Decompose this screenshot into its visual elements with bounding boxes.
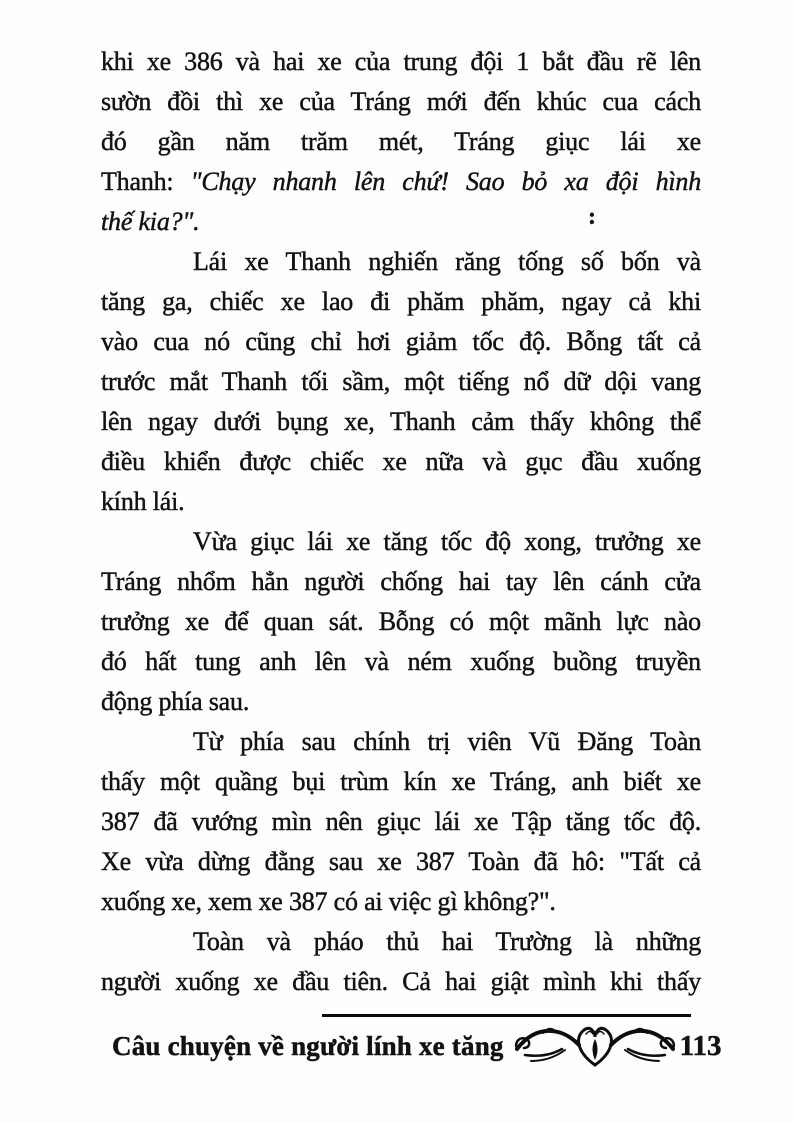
body-text-segment: người xuống xe đầu tiên. Cả hai giật mình khi thấy bbox=[101, 967, 701, 996]
body-text-segment: Lái xe Thanh nghiến răng tống số bốn và bbox=[193, 247, 701, 276]
paragraph bbox=[101, 922, 701, 1002]
text-line bbox=[101, 522, 701, 562]
body-text-segment: Xe vừa dừng đằng sau xe 387 Toàn đã hô: "Tất cả bbox=[101, 847, 701, 876]
body-text-segment: 387 đã vướng mìn nên giục lái xe Tập tăng tốc độ. bbox=[101, 807, 701, 836]
text-line bbox=[101, 402, 701, 442]
body-text-segment: thấy một quầng bụi trùm kín xe Tráng, anh biết xe bbox=[101, 767, 701, 796]
stray-ink-mark: : bbox=[588, 204, 596, 230]
body-text-segment: Vừa giục lái xe tăng tốc độ xong, trưởng xe bbox=[193, 527, 701, 556]
body-text-segment: đó gần năm trăm mét, Tráng giục lái xe bbox=[101, 127, 701, 156]
body-text-segment: tăng ga, chiếc xe lao đi phăm phăm, ngay cả khi bbox=[101, 287, 701, 316]
text-line bbox=[101, 682, 701, 722]
text-line bbox=[101, 802, 701, 842]
running-title: Câu chuyện về người lính xe tăng bbox=[112, 1030, 504, 1061]
text-line bbox=[101, 322, 701, 362]
text-line bbox=[101, 642, 701, 682]
text-line bbox=[101, 882, 701, 922]
text-line bbox=[101, 202, 701, 242]
body-text-segment: trước mắt Thanh tối sầm, một tiếng nổ dữ dội vang bbox=[101, 367, 701, 396]
italic-quote-text: thế kia?". bbox=[101, 207, 200, 236]
footer-rule bbox=[322, 1014, 691, 1017]
text-line bbox=[101, 762, 701, 802]
text-line bbox=[101, 282, 701, 322]
text-line bbox=[101, 442, 701, 482]
body-text-segment: đó hất tung anh lên và ném xuống buồng truyền bbox=[101, 647, 701, 676]
body-text-segment: Thanh: bbox=[101, 167, 191, 196]
text-line bbox=[101, 482, 701, 522]
body-text-segment: sườn đồi thì xe của Tráng mới đến khúc cua cách bbox=[101, 87, 701, 116]
text-line bbox=[101, 922, 701, 962]
paragraph bbox=[101, 242, 701, 522]
text-line bbox=[101, 162, 701, 202]
body-text-segment: động phía sau. bbox=[101, 687, 250, 716]
body-text bbox=[101, 42, 701, 1002]
body-text-segment: lên ngay dưới bụng xe, Thanh cảm thấy không thể bbox=[101, 407, 701, 436]
text-line bbox=[101, 602, 701, 642]
text-line bbox=[101, 82, 701, 122]
text-line bbox=[101, 842, 701, 882]
floral-flourish-icon bbox=[512, 1020, 678, 1068]
body-text-segment: kính lái. bbox=[101, 487, 185, 516]
body-text-segment: Tráng nhổm hẳn người chống hai tay lên cánh cửa bbox=[101, 567, 701, 596]
body-text-segment: vào cua nó cũng chỉ hơi giảm tốc độ. Bỗng tất cả bbox=[101, 327, 701, 356]
body-text-segment: xuống xe, xem xe 387 có ai việc gì không?". bbox=[101, 887, 556, 916]
paragraph bbox=[101, 722, 701, 922]
text-line bbox=[101, 362, 701, 402]
text-line bbox=[101, 122, 701, 162]
page-footer bbox=[112, 1024, 722, 1068]
paragraph bbox=[101, 522, 701, 722]
body-text-segment: Toàn và pháo thủ hai Trường là những bbox=[193, 927, 701, 956]
body-text-segment: trưởng xe để quan sát. Bỗng có một mãnh lực nào bbox=[101, 607, 701, 636]
paragraph bbox=[101, 42, 701, 242]
body-text-segment: khi xe 386 và hai xe của trung đội 1 bắt đầu rẽ lên bbox=[101, 47, 701, 76]
text-line bbox=[101, 562, 701, 602]
text-line bbox=[101, 962, 701, 1002]
page-number: 113 bbox=[679, 1029, 722, 1062]
text-line bbox=[101, 722, 701, 762]
body-text-segment: Từ phía sau chính trị viên Vũ Đăng Toàn bbox=[193, 727, 701, 756]
text-line bbox=[101, 242, 701, 282]
italic-quote-text: "Chạy nhanh lên chứ! Sao bỏ xa đội hình bbox=[190, 167, 701, 196]
body-text-segment: điều khiển được chiếc xe nữa và gục đầu xuống bbox=[101, 447, 701, 476]
text-line bbox=[101, 42, 701, 82]
